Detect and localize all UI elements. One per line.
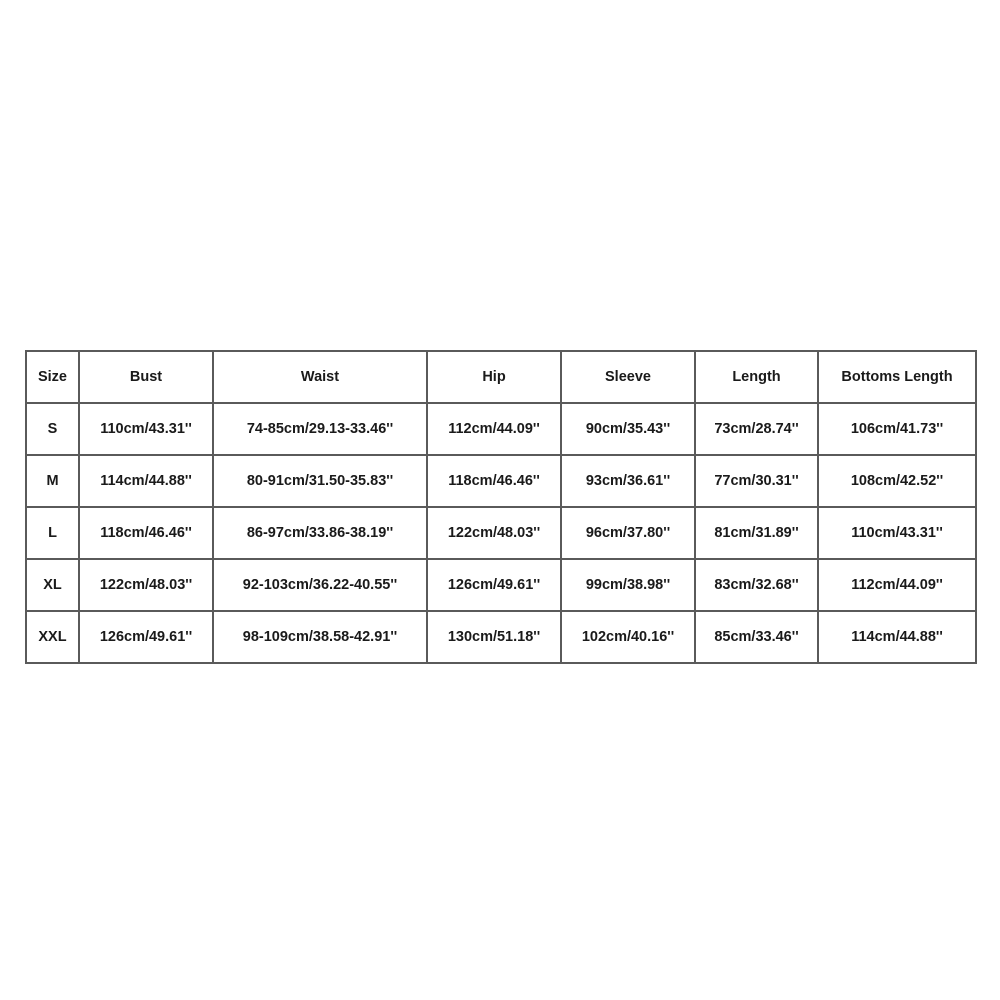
header-sleeve: Sleeve	[561, 351, 695, 403]
cell-size: S	[26, 403, 79, 455]
header-waist: Waist	[213, 351, 427, 403]
cell-hip: 130cm/51.18''	[427, 611, 561, 663]
cell-sleeve: 96cm/37.80''	[561, 507, 695, 559]
cell-waist: 98-109cm/38.58-42.91''	[213, 611, 427, 663]
table-row	[26, 455, 976, 507]
cell-size: L	[26, 507, 79, 559]
table-header-row	[26, 351, 976, 403]
cell-length: 77cm/30.31''	[695, 455, 818, 507]
header-bottoms-length: Bottoms Length	[818, 351, 976, 403]
cell-bottoms-length: 108cm/42.52''	[818, 455, 976, 507]
table-row	[26, 611, 976, 663]
size-chart-table	[25, 350, 977, 664]
cell-bottoms-length: 110cm/43.31''	[818, 507, 976, 559]
cell-waist: 80-91cm/31.50-35.83''	[213, 455, 427, 507]
cell-size: XL	[26, 559, 79, 611]
cell-waist: 74-85cm/29.13-33.46''	[213, 403, 427, 455]
cell-length: 73cm/28.74''	[695, 403, 818, 455]
cell-bust: 126cm/49.61''	[79, 611, 213, 663]
cell-bottoms-length: 114cm/44.88''	[818, 611, 976, 663]
cell-sleeve: 99cm/38.98''	[561, 559, 695, 611]
cell-length: 85cm/33.46''	[695, 611, 818, 663]
cell-length: 83cm/32.68''	[695, 559, 818, 611]
cell-size: XXL	[26, 611, 79, 663]
cell-bottoms-length: 106cm/41.73''	[818, 403, 976, 455]
header-hip: Hip	[427, 351, 561, 403]
cell-waist: 86-97cm/33.86-38.19''	[213, 507, 427, 559]
table-row	[26, 559, 976, 611]
cell-bust: 118cm/46.46''	[79, 507, 213, 559]
table-row	[26, 507, 976, 559]
cell-hip: 126cm/49.61''	[427, 559, 561, 611]
header-length: Length	[695, 351, 818, 403]
cell-sleeve: 102cm/40.16''	[561, 611, 695, 663]
cell-sleeve: 93cm/36.61''	[561, 455, 695, 507]
cell-bottoms-length: 112cm/44.09''	[818, 559, 976, 611]
cell-hip: 122cm/48.03''	[427, 507, 561, 559]
cell-bust: 122cm/48.03''	[79, 559, 213, 611]
cell-bust: 110cm/43.31''	[79, 403, 213, 455]
header-size: Size	[26, 351, 79, 403]
cell-waist: 92-103cm/36.22-40.55''	[213, 559, 427, 611]
cell-bust: 114cm/44.88''	[79, 455, 213, 507]
cell-sleeve: 90cm/35.43''	[561, 403, 695, 455]
cell-length: 81cm/31.89''	[695, 507, 818, 559]
cell-hip: 118cm/46.46''	[427, 455, 561, 507]
cell-hip: 112cm/44.09''	[427, 403, 561, 455]
cell-size: M	[26, 455, 79, 507]
table-row	[26, 403, 976, 455]
header-bust: Bust	[79, 351, 213, 403]
